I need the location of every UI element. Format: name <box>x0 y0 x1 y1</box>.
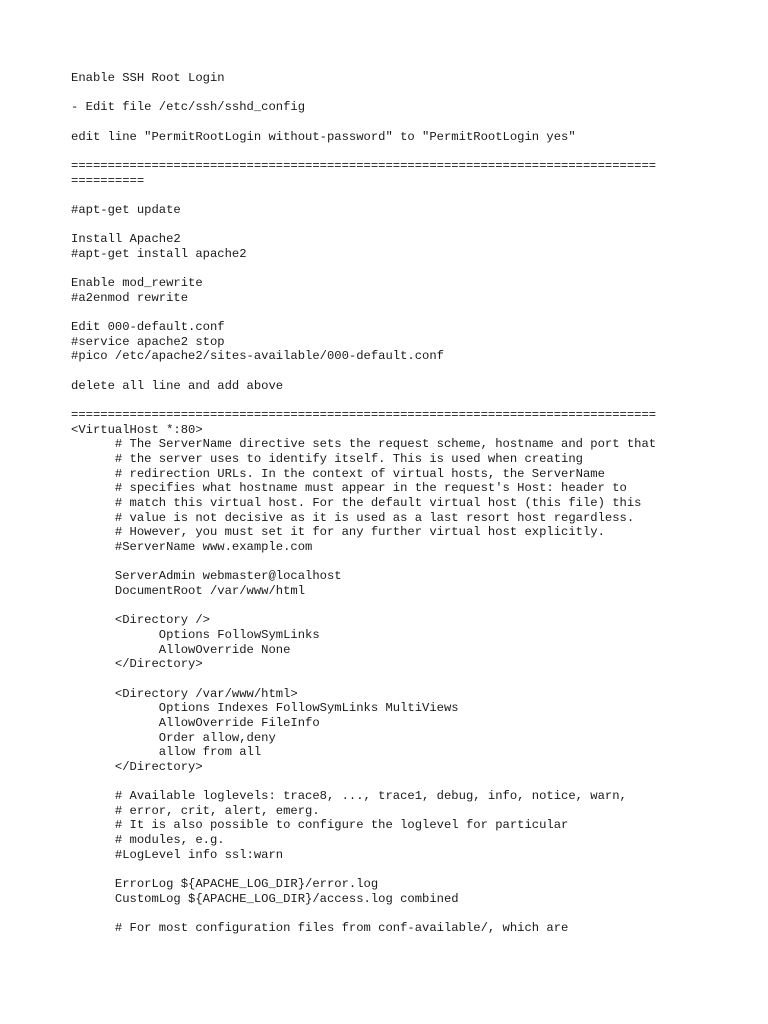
text-line <box>71 306 711 321</box>
text-line <box>71 115 711 130</box>
text-line: # However, you must set it for any further virtual host explicitly. <box>71 525 605 540</box>
text-line: ================================================================================ <box>71 408 657 423</box>
text-line <box>71 862 711 877</box>
text-line: Edit 000-default.conf <box>71 320 225 335</box>
text-line: <VirtualHost *:80> <box>71 422 203 437</box>
text-line: allow from all <box>71 745 262 760</box>
text-line: AllowOverride FileInfo <box>71 715 320 730</box>
text-line: #apt-get update <box>71 202 181 217</box>
text-line <box>71 775 711 790</box>
text-line: edit line "PermitRootLogin without-password" to "PermitRootLogin yes" <box>71 129 576 144</box>
text-line <box>71 144 711 159</box>
text-line: Install Apache2 <box>71 232 181 247</box>
text-line: ErrorLog ${APACHE_LOG_DIR}/error.log <box>71 877 379 892</box>
text-line <box>71 188 711 203</box>
text-line: # The ServerName directive sets the request scheme, hostname and port that <box>71 437 657 452</box>
text-line: DocumentRoot /var/www/html <box>71 583 306 598</box>
text-line: # It is also possible to configure the loglevel for particular <box>71 818 569 833</box>
text-line: <Directory /var/www/html> <box>71 686 298 701</box>
text-line <box>71 672 711 687</box>
text-line <box>71 218 711 233</box>
text-line: </Directory> <box>71 759 203 774</box>
text-line: #ServerName www.example.com <box>71 540 313 554</box>
text-line: - Edit file /etc/ssh/sshd_config <box>71 100 306 115</box>
text-line <box>71 555 711 570</box>
text-line: Options FollowSymLinks <box>71 627 320 642</box>
text-line: <Directory /> <box>71 613 210 628</box>
text-line: # redirection URLs. In the context of virtual hosts, the ServerName <box>71 466 605 481</box>
text-line <box>71 599 711 614</box>
text-line: Order allow,deny <box>71 730 276 745</box>
text-line: CustomLog ${APACHE_LOG_DIR}/access.log combined <box>71 891 459 906</box>
text-line: delete all line and add above <box>71 378 284 393</box>
text-line: # match this virtual host. For the default virtual host (this file) this <box>71 496 642 511</box>
text-line: # value is not decisive as it is used as a last resort host regardless. <box>71 510 635 525</box>
text-line <box>71 262 711 277</box>
document-text <box>71 71 711 936</box>
text-line <box>71 906 711 921</box>
text-line: # specifies what hostname must appear in the request's Host: header to <box>71 481 627 496</box>
text-line <box>71 364 711 379</box>
text-line: </Directory> <box>71 657 203 672</box>
text-line: #a2enmod rewrite <box>71 290 189 305</box>
text-line: # error, crit, alert, emerg. <box>71 803 320 818</box>
text-line: Enable SSH Root Login <box>71 71 225 85</box>
text-line: ServerAdmin webmaster@localhost <box>71 569 342 584</box>
text-line: # Available loglevels: trace8, ..., trace1, debug, info, notice, warn, <box>71 789 627 804</box>
text-line: #service apache2 stop <box>71 334 225 349</box>
text-line: ================================================================================ <box>71 158 657 173</box>
text-line: #pico /etc/apache2/sites-available/000-default.conf <box>71 349 444 364</box>
text-line: #LogLevel info ssl:warn <box>71 847 284 862</box>
text-line <box>71 86 711 101</box>
text-line: # modules, e.g. <box>71 833 225 848</box>
text-line: #apt-get install apache2 <box>71 246 247 261</box>
text-line: Options Indexes FollowSymLinks MultiViews <box>71 701 459 716</box>
text-line: ========== <box>71 173 145 188</box>
text-line: # the server uses to identify itself. This is used when creating <box>71 452 583 467</box>
text-line <box>71 393 711 408</box>
text-line: AllowOverride None <box>71 642 291 657</box>
text-line: Enable mod_rewrite <box>71 276 203 291</box>
text-line: # For most configuration files from conf-available/, which are <box>71 921 569 936</box>
